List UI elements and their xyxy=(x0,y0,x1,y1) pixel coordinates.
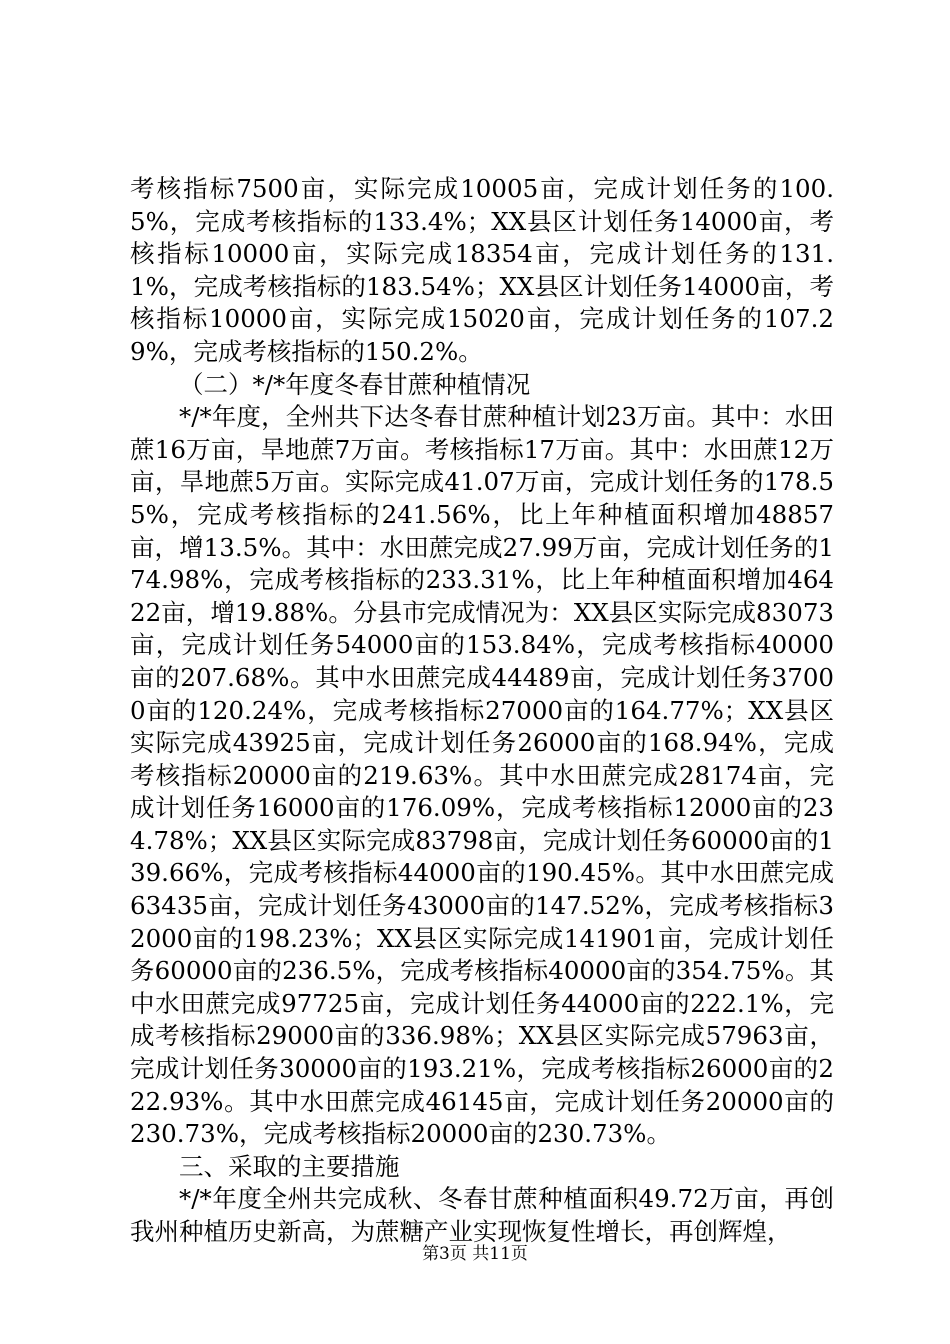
document-body xyxy=(130,173,834,1249)
paragraph-p5: */*年度全州共完成秋、冬春甘蔗种植面积49.72万亩，再创我州种植历史新高，为蔗糖产业实现恢复性增长，再创辉煌， xyxy=(130,1184,834,1246)
page-number-footer: 第3页 共11页 xyxy=(422,1244,528,1264)
paragraph-p3: */*年度，全州共下达冬春甘蔗种植计划23万亩。其中：水田蔗16万亩，旱地蔗7万亩。考核指标17万亩。其中：水田蔗12万亩，旱地蔗5万亩。实际完成41.07万亩，完成计划任务的178.55%，完成考核指标的241.56%，比上年种植面积增加48857亩，增13.5%。其中：水田蔗完成27.99万亩，完成计划任务的174.98%，完成考核指标的233.31%，比上年种植面积增加46422亩，增19.88%。分县市完成情况为：XX县区实际完成83073亩，完成计划任务54000亩的153.84%，完成考核指标40000亩的207.68%。其中水田蔗完成44489亩，完成计划任务37000亩的120.24%，完成考核指标27000亩的164.77%；XX县区实际完成43925亩，完成计划任务26000亩的168.94%，完成考核指标20000亩的219.63%。其中水田蔗完成28174亩，完成计划任务16000亩的176.09%，完成考核指标12000亩的234.78%；XX县区实际完成83798亩，完成计划任务60000亩的139.66%，完成考核指标44000亩的190.45%。其中水田蔗完成63435亩，完成计划任务43000亩的147.52%，完成考核指标32000亩的198.23%；XX县区实际完成141901亩，完成计划任务60000亩的236.5%，完成考核指标40000亩的354.75%。其中水田蔗完成97725亩，完成计划任务44000亩的222.1%，完成考核指标29000亩的336.98%；XX县区实际完成57963亩，完成计划任务30000亩的193.21%，完成考核指标26000亩的222.93%。其中水田蔗完成46145亩，完成计划任务20000亩的230.73%，完成考核指标20000亩的230.73%。 xyxy=(130,402,834,1149)
section-heading-measures: 三、采取的主要措施 xyxy=(179,1151,400,1181)
paragraph-p1: 考核指标7500亩，实际完成10005亩，完成计划任务的100.5%，完成考核指标的133.4%；XX县区计划任务14000亩，考核指标10000亩，实际完成18354亩，完成计划任务的131.1%，完成考核指标的183.54%；XX县区计划任务14000亩，考核指标10000亩，实际完成15020亩，完成计划任务的107.29%，完成考核指标的150.2%。 xyxy=(130,174,834,366)
section-heading-winter-spring: （二）*/*年度冬春甘蔗种植情况 xyxy=(179,369,531,399)
